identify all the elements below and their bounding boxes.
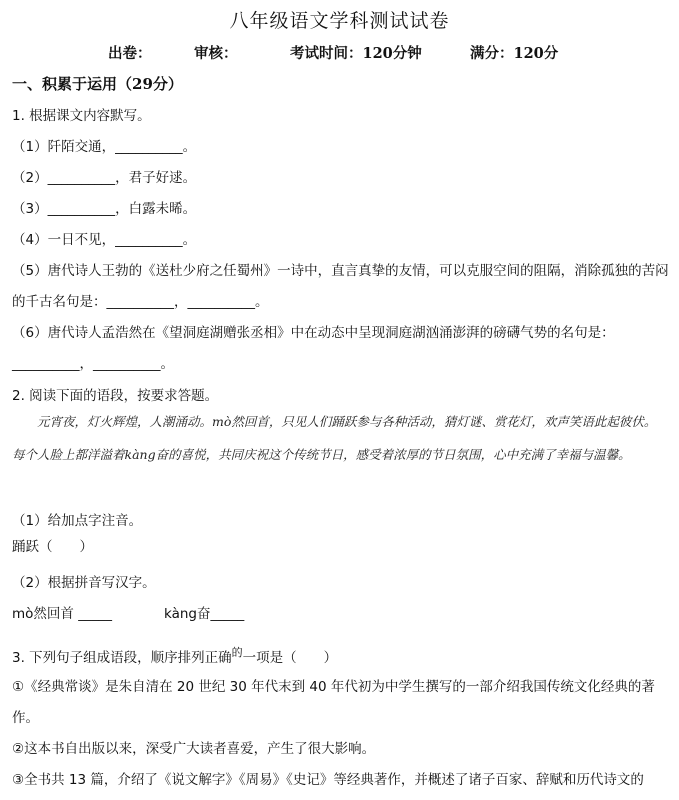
question-2-part-2-answers	[12, 604, 672, 624]
question-1-item-2: （2）__________，君子好逑。	[12, 170, 197, 186]
full-score: 满分：120分	[470, 45, 559, 62]
question-2-part-1-answer: 踊跃（ ）	[12, 539, 93, 555]
reading-passage: 元宵夜，灯火辉煌，人潮涌动。mò然回首，只见人们踊跃参与各种活动，猜灯谜、赏花灯，欢声笑语此起彼伏。每个人脸上都洋溢着kàng奋的喜悦，共同庆祝这个传统节日，感受着浓厚的节日氛围，心中充满了幸福与温馨。	[12, 414, 657, 462]
question-1-item-6-blanks: __________，__________。	[12, 356, 174, 372]
question-2-stem: 2. 阅读下面的语段，按要求答题。	[12, 388, 219, 404]
question-3-option-3: ③全书共 13 篇，介绍了《说文解字》《周易》《史记》等经典著作，并概述了诸子百家、辞赋和历代诗文的	[12, 772, 644, 788]
section-heading: 一、积累于运用（29分）	[12, 75, 183, 93]
question-1-stem: 1. 根据课文内容默写。	[12, 108, 151, 124]
exam-time: 考试时间：120分钟	[290, 45, 422, 62]
question-2-part-2: （2）根据拼音写汉字。	[12, 575, 156, 591]
question-3-option-1: ①《经典常谈》是朱自清在 20 世纪 30 年代末到 40 年代初为中学生撰写的一部介绍我国传统文化经典的著作。	[12, 679, 655, 726]
reviewer-label: 审核：	[194, 45, 238, 62]
exam-title: 八年级语文学科测试试卷	[229, 10, 450, 32]
question-1-item-5: （5）唐代诗人王勃的《送杜少府之任蜀州》一诗中，直言真挚的友情，可以克服空间的阻隔，消除孤独的苦闷的千古名句是：__________，__________。	[12, 263, 669, 310]
question-3-stem-a: 3. 下列句子组成语段，顺序排列正确	[12, 650, 232, 666]
question-1-item-1: （1）阡陌交通，__________。	[12, 139, 197, 155]
question-3-stem-sup: 的	[231, 646, 243, 659]
question-3-stem-b: 一项是（ ）	[242, 650, 338, 666]
setter-label: 出卷：	[108, 45, 152, 62]
question-1-item-3: （3）__________，白露未晞。	[12, 201, 197, 217]
pinyin-blank-mo: mò然回首 _____	[12, 606, 112, 622]
question-2-part-1: （1）给加点字注音。	[12, 513, 143, 529]
question-1-item-4: （4）一日不见，__________。	[12, 232, 197, 248]
pinyin-blank-kang: kàng奋_____	[164, 606, 245, 622]
question-3-stem	[12, 643, 672, 668]
question-3-option-2: ②这本书自出版以来，深受广大读者喜爱，产生了很大影响。	[12, 741, 376, 757]
question-1-item-6: （6）唐代诗人孟浩然在《望洞庭湖赠张丞相》中在动态中呈现洞庭湖汹涌澎湃的磅礴气势的名句是：	[12, 325, 615, 341]
